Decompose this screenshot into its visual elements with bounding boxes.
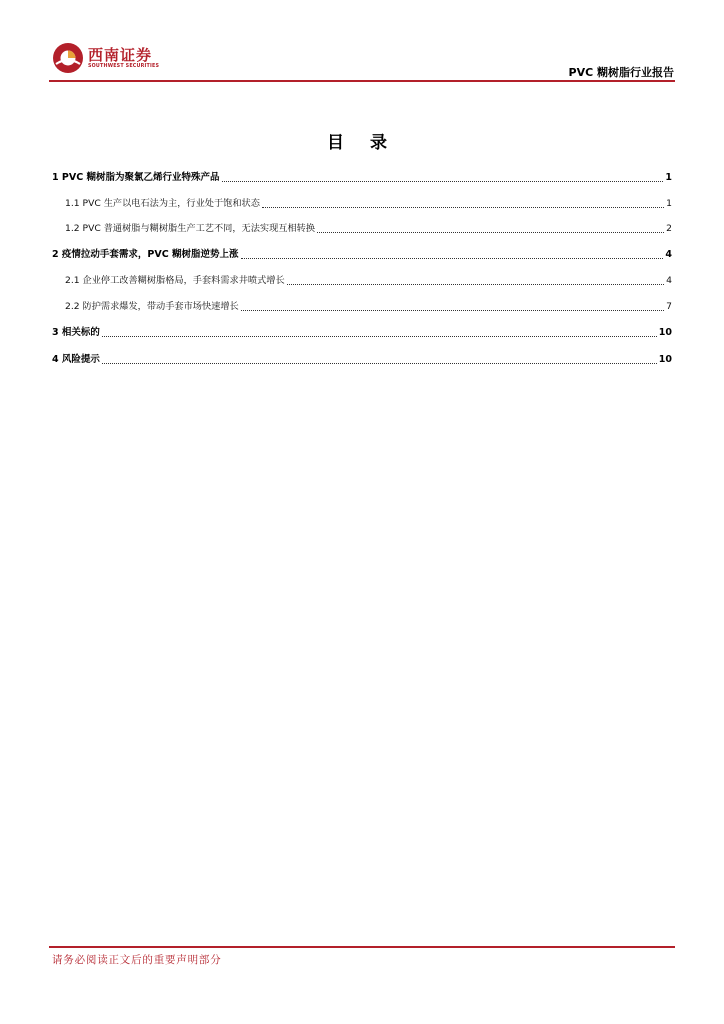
toc-entry[interactable] xyxy=(52,273,672,289)
toc-entry[interactable] xyxy=(52,325,672,341)
report-title: PVC 糊树脂行业报告 xyxy=(568,66,674,79)
toc-entry-text: 1.1 PVC 生产以电石法为主，行业处于饱和状态 xyxy=(65,198,260,209)
logo-emblem-icon xyxy=(52,42,84,74)
header-divider xyxy=(49,80,675,82)
toc-entry[interactable] xyxy=(52,170,672,186)
logo-chinese-name: 西南证券 xyxy=(88,46,153,64)
toc-heading: 目 录 xyxy=(327,133,397,153)
toc-page-number: 4 xyxy=(665,249,672,260)
toc-leader-dots xyxy=(102,336,657,337)
footer-divider xyxy=(49,946,675,948)
toc-entry[interactable] xyxy=(52,299,672,315)
toc-entry-text: 4 风险提示 xyxy=(52,354,100,365)
disclaimer-note: 请务必阅读正文后的重要声明部分 xyxy=(52,954,222,966)
toc-entry-text: 2 疫情拉动手套需求，PVC 糊树脂逆势上涨 xyxy=(52,249,239,260)
toc-page-number: 1 xyxy=(666,198,672,209)
logo-english-name: SOUTHWEST SECURITIES xyxy=(88,64,160,69)
toc-page-number: 2 xyxy=(666,223,672,234)
company-logo xyxy=(52,42,172,76)
toc-page-number: 10 xyxy=(658,327,672,338)
toc-leader-dots xyxy=(262,207,664,208)
page-header xyxy=(52,38,674,82)
toc-entry-text: 1.2 PVC 普通树脂与糊树脂生产工艺不同，无法实现互相转换 xyxy=(65,223,316,234)
toc-entry[interactable] xyxy=(52,352,672,368)
toc-entry-text: 3 相关标的 xyxy=(52,327,100,338)
toc-entry-text: 2.1 企业停工改善糊树脂格局，手套料需求井喷式增长 xyxy=(65,275,285,286)
toc-leader-dots xyxy=(241,310,664,311)
toc-page-number: 10 xyxy=(658,354,672,365)
toc-entry[interactable] xyxy=(52,221,672,237)
toc-page-number: 7 xyxy=(666,301,672,312)
toc-page-number: 1 xyxy=(665,172,672,183)
toc-entry-text: 1 PVC 糊树脂为聚氯乙烯行业特殊产品 xyxy=(52,172,220,183)
toc-entry[interactable] xyxy=(52,196,672,212)
toc-leader-dots xyxy=(222,181,664,182)
toc-page-number: 4 xyxy=(666,275,672,286)
toc-leader-dots xyxy=(287,284,664,285)
toc-leader-dots xyxy=(241,258,664,259)
toc-leader-dots xyxy=(317,232,664,233)
toc-entry-text: 2.2 防护需求爆发，带动手套市场快速增长 xyxy=(65,301,239,312)
toc-entry[interactable] xyxy=(52,247,672,263)
toc-leader-dots xyxy=(102,363,657,364)
